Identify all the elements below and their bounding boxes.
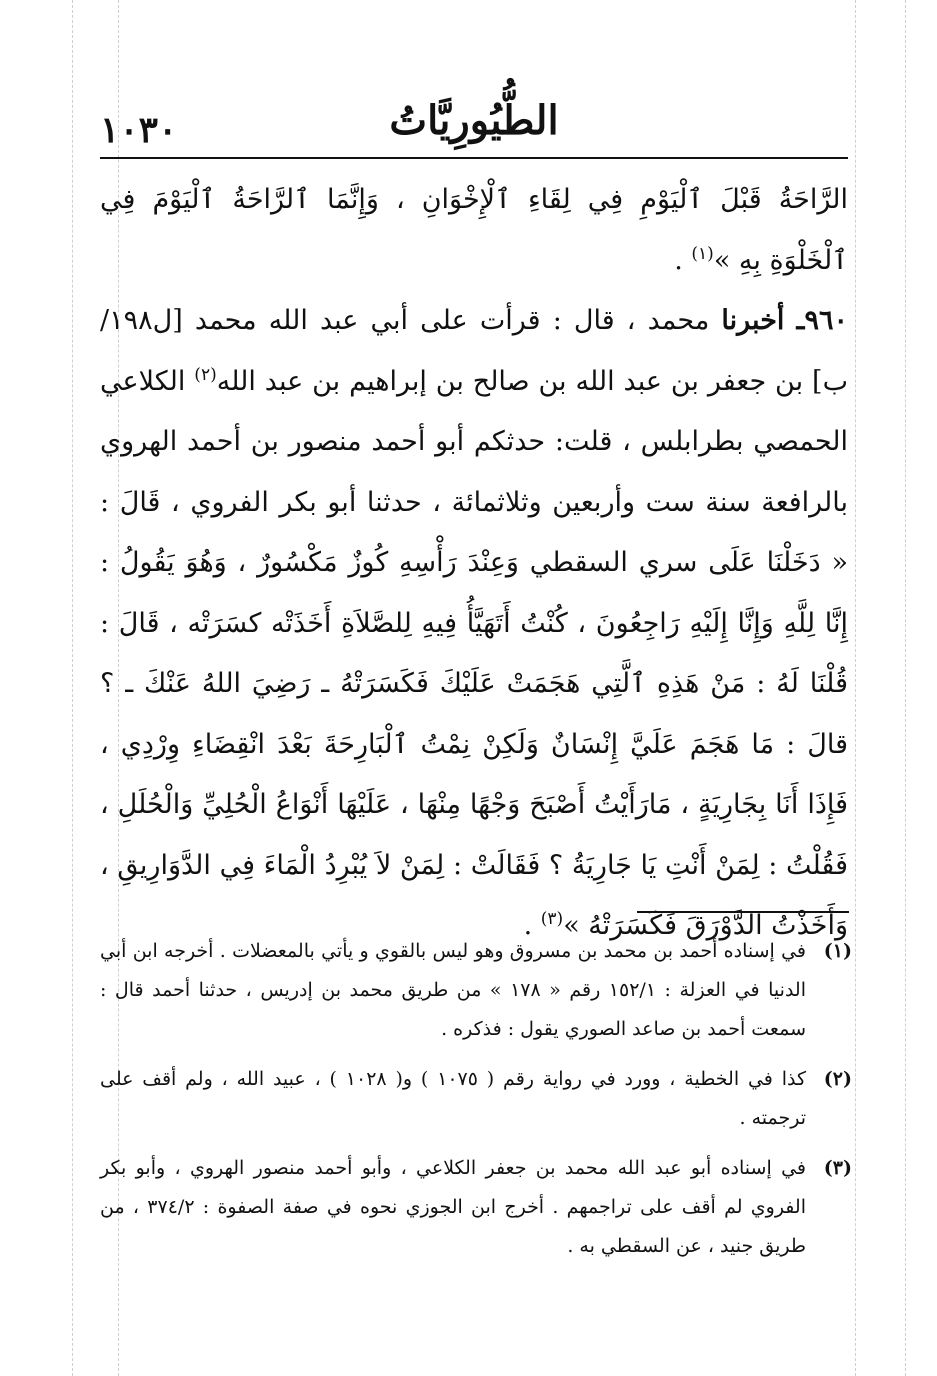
footnote-2 [100,1060,852,1138]
footnote-marker: (١) [823,940,852,962]
footnote-ref-3: (٣) [540,909,564,929]
report-number: ٩٦٠ـ [796,305,848,336]
sentence-end: . [674,244,683,276]
scan-guide-line [855,0,856,1376]
quote-line: الرَّاحَةُ قَبْلَ ٱلْيَوْمِ فِي لِقَاءِ ٱلْإِخْوَانِ ، وَإِنَّمَا ٱلرَّاحَةُ ٱلْيَوْمَ فِي ٱلْخَلْوَةِ بِهِ » [100,184,848,276]
footnote-text: في إسناده أحمد بن محمد بن مسروق وهو ليس بالقوي و يأتي بالمعضلات . أخرجه ابن أبي الدنيا في العزلة : ١٥٢/١ رقم « ١٧٨ » من طريق محمد بن إدريس ، حدثنا أحمد قال : سمعت أحمد بن صاعد الصوري يقول : فذكره . [100,940,806,1040]
page-header [100,95,848,159]
quote-continuation [100,170,848,291]
sentence-end: . [523,910,533,941]
footnote-text: في إسناده أبو عبد الله محمد بن جعفر الكلاعي ، وأبو أحمد منصور الهروي ، وأبو بكر الفروي لم أقف على تراجمهم . أخرج ابن الجوزي نحوه في صفة الصفوة : ٣٧٤/٢ ، من طريق جنيد ، عن السقطي به . [100,1157,806,1257]
footnote-text: كذا في الخطية ، وورد في رواية رقم ( ١٠٧٥ ) و( ١٠٢٨ ) ، عبيد الله ، ولم أقف على ترجمته . [100,1068,807,1129]
report-opening-word: أخبرنا [721,305,785,336]
scan-guide-line [72,0,73,1376]
report-body: الكلاعي الحمصي بطرابلس ، قلت: حدثكم أبو أحمد منصور بن أحمد الهروي بالرافعة سنة ست وأربعين وثلاثمائة ، حدثنا أبو بكر الفروي ، قَالَ : « دَخَلْنَا عَلَى سري السقطي وَعِنْدَ رَأْسِهِ كُوزٌ مَكْسُورٌ ، وَهُوَ يَقُولُ : إِنَّا لِلَّهِ وَإِنَّا إِلَيْهِ رَاجِعُونَ ، كُنْتُ أَتَهَيَّأُ فِيهِ لِلصَّلاَةِ أَخَذَتْه كسَرَتْه ، قَالَ : قُلْنَا لَهُ : مَنْ هَذِهِ ٱلَّتِي هَجَمَتْ عَلَيْكَ فَكَسَرَتْهُ ـ رَضِيَ اللهُ عَنْكَ ـ ؟ قالَ : مَا هَجَمَ عَلَيَّ إِنْسَانٌ وَلَكِنْ نِمْتُ ٱلْبَارِحَةَ بَعْدَ انْقِضَاءِ وِرْدِي ، فَإِذَا أَنَا بِجَارِيَةٍ ، مَارَأَيْتُ أَصْبَحَ وَجْهًا مِنْهَا ، عَلَيْهَا أَنْوَاعُ الْحُلِيِّ وَالْحُلَلِ ، فَقُلْتُ : لِمَنْ أَنْتِ يَا جَارِيَةُ ؟ فَقَالَتْ : لِمَنْ لاَ يُبْرِدُ الْمَاءَ فِي الدَّوَارِيقِ ، وَأَخَذْتُ الدَّوْرَقَ فَكَسَرَتْهُ » [100,365,848,941]
isnad-text: محمد ، قال : قرأت على أبي عبد الله محمد [ل١٩٨/ ب] بن جعفر بن عبد الله بن صالح بن إبراهيم بن عبد الله [100,305,848,397]
book-title: الطُّيُورِيَّاتُ [389,97,559,144]
footnote-ref-2: (٢) [194,364,217,385]
footnote-marker: (٣) [823,1157,852,1179]
report-960 [100,291,848,957]
footnotes [100,932,852,1277]
footnote-marker: (٢) [823,1068,852,1090]
main-text [100,170,848,957]
page-number: ١٠٣٠ [100,109,178,151]
footnote-3 [100,1149,852,1266]
footnote-divider [637,911,849,913]
footnote-ref-1: (١) [691,243,714,264]
scan-guide-line [905,0,906,1376]
footnote-1 [100,932,852,1049]
